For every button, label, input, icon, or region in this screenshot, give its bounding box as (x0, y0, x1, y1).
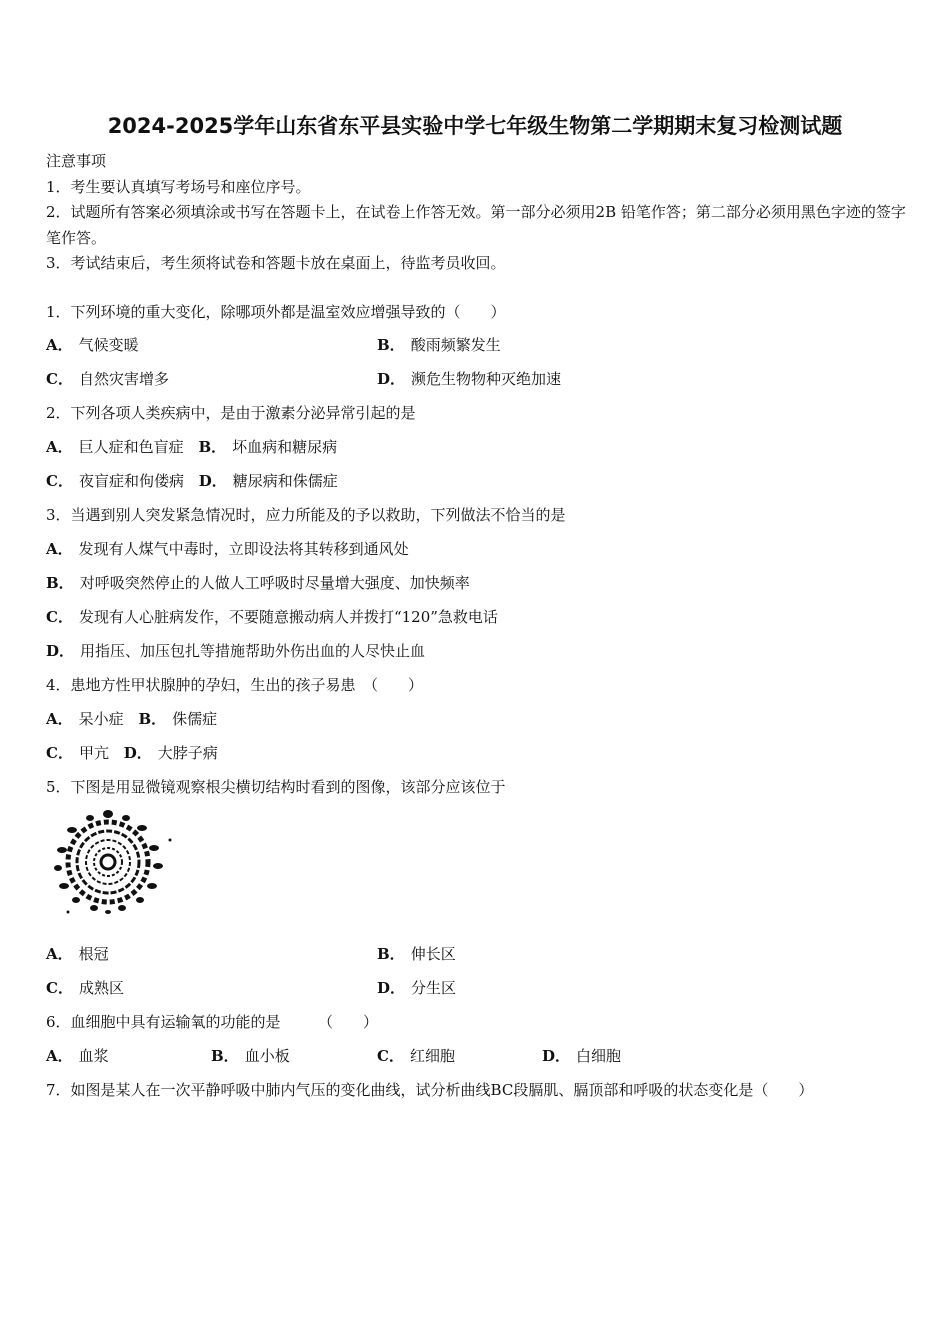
option (377, 978, 456, 998)
root-cross-section-figure (50, 806, 175, 918)
option (377, 335, 501, 355)
notice-heading: 注意事项 (46, 152, 107, 170)
option-label: C． (46, 370, 73, 388)
option-label: C． (46, 608, 73, 626)
option-label: B． (46, 574, 74, 592)
option-text: 红细胞 (409, 1047, 455, 1065)
option-label: A． (46, 1047, 73, 1065)
option-text: 侏儒症 (172, 710, 218, 728)
option-label: C． (377, 1047, 404, 1065)
option-label: B． (211, 1047, 239, 1065)
option-text: 发现有人煤气中毒时，立即设法将其转移到通风处 (78, 540, 409, 558)
question-stem: 3．当遇到别人突发紧急情况时，应力所能及的予以救助，下列做法不恰当的是 (46, 506, 566, 524)
option-label: D． (46, 642, 75, 660)
option (377, 369, 561, 389)
option-row (46, 437, 337, 457)
question-stem: 7．如图是某人在一次平静呼吸中肺内气压的变化曲线，试分析曲线BC段膈肌、膈顶部和呼吸的状态变化是（ ） (46, 1081, 814, 1099)
option-text: 对呼吸突然停止的人做人工呼吸时尽量增大强度、加快频率 (79, 574, 470, 592)
option-text: 白细胞 (576, 1047, 622, 1065)
option (46, 978, 124, 998)
option (542, 1046, 621, 1066)
option-label: A． (46, 945, 73, 963)
option-text: 血小板 (244, 1047, 290, 1065)
option (211, 1046, 290, 1066)
option-label: A． (46, 336, 73, 354)
option-text: 夜盲症和佝偻病 (78, 472, 184, 490)
option-label: C． (46, 472, 73, 490)
option (46, 944, 109, 964)
option (46, 335, 139, 355)
option-text: 坏血病和糖尿病 (232, 438, 338, 456)
option (377, 1046, 455, 1066)
option-label: D． (377, 370, 406, 388)
option-label: B． (138, 710, 167, 728)
option-text: 分生区 (411, 979, 457, 997)
notice-item: 1．考生要认真填写考场号和座位序号。 (46, 178, 311, 196)
option (46, 573, 470, 593)
question-stem: 5．下图是用显微镜观察根尖横切结构时看到的图像，该部分应该位于 (46, 778, 506, 796)
option-text: 用指压、加压包扎等措施帮助外伤出血的人尽快止血 (80, 642, 426, 660)
option (46, 539, 409, 559)
option-text: 自然灾害增多 (78, 370, 169, 388)
option-text: 巨人症和色盲症 (78, 438, 184, 456)
page-title: 2024-2025学年山东省东平县实验中学七年级生物第二学期期末复习检测试题 (107, 114, 843, 138)
option-label: A． (46, 540, 73, 558)
notice-item: 3．考试结束后，考生须将试卷和答题卡放在桌面上，待监考员收回。 (46, 254, 506, 272)
option-text: 酸雨频繁发生 (410, 336, 501, 354)
question-stem: 1．下列环境的重大变化，除哪项外都是温室效应增强导致的（ ） (46, 303, 506, 321)
option (46, 607, 498, 627)
option-label: B． (198, 438, 227, 456)
option-label: C． (46, 979, 73, 997)
notice-item: 2．试题所有答案必须填涂或书写在答题卡上，在试卷上作答无效。第一部分必须用2B 铅笔作答；第二部分必须用黑色字迹的签字笔作答。 (46, 203, 906, 247)
question-stem: 2．下列各项人类疾病中，是由于激素分泌异常引起的是 (46, 404, 416, 422)
option-label: D． (377, 979, 406, 997)
option (46, 641, 425, 661)
option-text: 发现有人心脏病发作，不要随意搬动病人并拨打“120”急救电话 (78, 608, 498, 626)
option-label: B． (377, 945, 405, 963)
option-text: 甲亢 (78, 744, 109, 762)
option-label: D． (542, 1047, 571, 1065)
option-label: B． (377, 336, 405, 354)
option-text: 成熟区 (78, 979, 124, 997)
option-label: D． (198, 472, 227, 490)
option (377, 944, 456, 964)
option-label: D． (123, 744, 152, 762)
option-text: 大脖子病 (157, 744, 218, 762)
option-label: A． (46, 438, 73, 456)
option-text: 血浆 (78, 1047, 109, 1065)
option (46, 369, 169, 389)
option-label: A． (46, 710, 73, 728)
option-label: C． (46, 744, 73, 762)
option-text: 濒危生物物种灭绝加速 (411, 370, 562, 388)
option-text: 气候变暖 (78, 336, 139, 354)
question-stem: 4．患地方性甲状腺肿的孕妇，生出的孩子易患 （ ） (46, 676, 424, 694)
option-row (46, 709, 217, 729)
option-text: 呆小症 (78, 710, 124, 728)
option-text: 糖尿病和侏儒症 (232, 472, 338, 490)
question-stem: 6．血细胞中具有运输氧的功能的是 （ ） (46, 1013, 379, 1031)
option-row (46, 743, 218, 763)
option-text: 根冠 (78, 945, 109, 963)
option-row (46, 471, 338, 491)
option (46, 1046, 109, 1066)
option-text: 伸长区 (410, 945, 456, 963)
